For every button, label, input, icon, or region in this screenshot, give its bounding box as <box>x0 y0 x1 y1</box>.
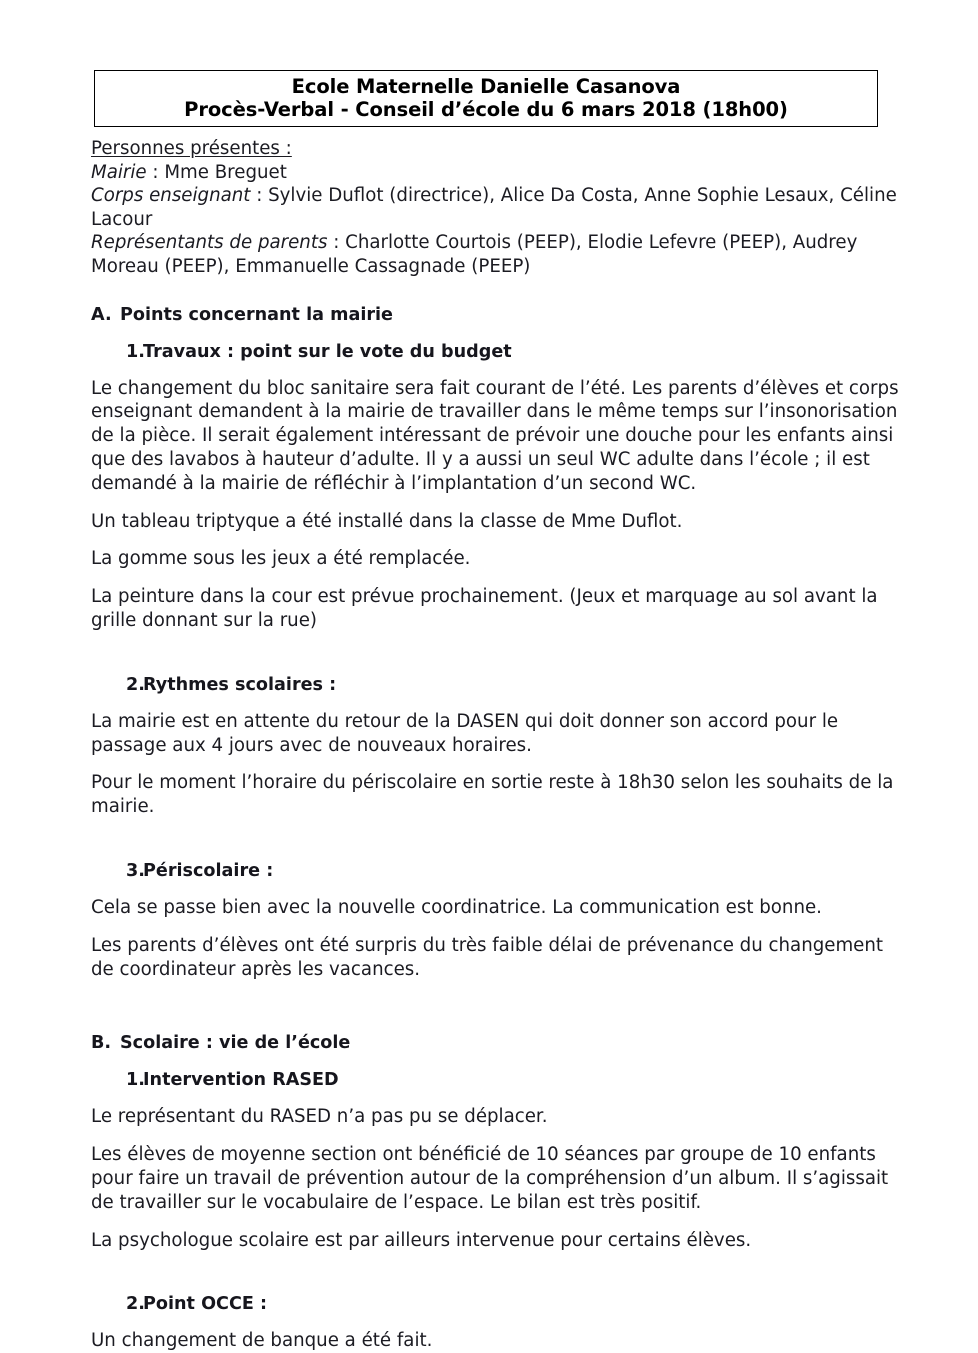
subsection-number-a3: 3. <box>126 860 145 881</box>
document-title-box <box>94 70 878 127</box>
paragraph-b1-1: Le représentant du RASED n’a pas pu se déplacer. <box>91 1106 548 1128</box>
paragraph-a1-4: La peinture dans la cour est prévue prochainement. (Jeux et marquage au sol avant la grille donnant sur la rue) <box>91 586 878 631</box>
attendee-label-mairie: Mairie <box>91 161 147 183</box>
subsection-number-b1: 1. <box>126 1070 145 1091</box>
attendees-heading: Personnes présentes : <box>91 138 292 159</box>
section-heading-b <box>91 1032 907 1054</box>
attendees-block <box>91 137 907 279</box>
subsection-heading-b2 <box>126 1293 907 1315</box>
attendee-label-representants-parents: Représentants de parents <box>91 232 328 254</box>
title-line-school: Ecole Maternelle Danielle Casanova <box>291 75 681 98</box>
section-letter-b: B. <box>91 1033 112 1054</box>
spacer-after-b1 <box>91 1252 907 1278</box>
document-body <box>91 137 907 1353</box>
attendee-row-representants-parents <box>91 231 907 278</box>
subsection-label-a2: Rythmes scolaires : <box>143 674 337 695</box>
title-line-subject: Procès-Verbal - Conseil d’école du 6 mars 2018 (18h00) <box>184 98 788 121</box>
subsection-label-a1: Travaux : point sur le vote du budget <box>143 341 512 362</box>
attendee-row-mairie <box>91 161 907 185</box>
subsection-label-a3: Périscolaire : <box>143 860 274 881</box>
attendee-sep-representants-parents: : <box>327 232 346 254</box>
spacer-after-a1 <box>91 633 907 659</box>
paragraph-a3-1: Cela se passe bien avec la nouvelle coordinatrice. La communication est bonne. <box>91 896 822 918</box>
attendee-sep-mairie: : <box>146 161 165 183</box>
paragraph-b1-3: La psychologue scolaire est par ailleurs intervenue pour certains élèves. <box>91 1229 752 1251</box>
subsection-label-b1: Intervention RASED <box>143 1070 339 1091</box>
attendee-sep-corps-enseignant: : <box>250 185 269 207</box>
paragraph-a3-2: Les parents d’élèves ont été surpris du très faible délai de prévenance du changement de coordinateur après les vacances. <box>91 934 884 980</box>
spacer-before-b <box>91 981 907 1007</box>
attendee-value-corps-enseignant: Sylvie Duflot (directrice), Alice Da Costa, Anne Sophie Lesaux, Céline Lacour <box>91 185 897 230</box>
attendee-value-representants-parents: Charlotte Courtois (PEEP), Elodie Lefevre (PEEP), Audrey Moreau (PEEP), Emmanuelle Cassagnade (PEEP) <box>91 232 858 277</box>
spacer-after-a2 <box>91 819 907 845</box>
section-label-a: Points concernant la mairie <box>120 304 393 325</box>
paragraph-a1-1: Le changement du bloc sanitaire sera fait courant de l’été. Les parents d’élèves et corps enseignant demandent à la mairie de travailler dans le même temps sur l’insonorisation de la pièce. Il serait également intéressant de prévoir une douche pour les enfants ainsi que des lavabos à hauteur d’adulte. Il y a aussi un seul WC adulte dans l’école ; il est demandé à la mairie de réfléchir à l’implantation d’un second WC. <box>91 377 899 494</box>
paragraph-a1-2: Un tableau triptyque a été installé dans la classe de Mme Duflot. <box>91 510 683 532</box>
section-heading-a <box>91 304 907 326</box>
section-label-b: Scolaire : vie de l’école <box>120 1033 351 1054</box>
attendee-label-corps-enseignant: Corps enseignant <box>91 185 251 207</box>
subsection-number-a1: 1. <box>126 341 145 362</box>
paragraph-a2-1: La mairie est en attente du retour de la DASEN qui doit donner son accord pour le passage aux 4 jours avec de nouveaux horaires. <box>91 710 839 756</box>
section-letter-a: A. <box>91 304 112 325</box>
attendee-value-mairie: Mme Breguet <box>164 161 287 183</box>
subsection-heading-a3 <box>126 860 907 882</box>
paragraph-b1-2: Les élèves de moyenne section ont bénéficié de 10 séances par groupe de 10 enfants pour faire un travail de prévention autour de la compréhension d’un album. Il s’agissait de travailler sur le vocabulaire de l’espace. Le bilan est très positif. <box>91 1144 889 1213</box>
paragraph-a1-3: La gomme sous les jeux a été remplacée. <box>91 548 471 570</box>
subsection-number-b2: 2. <box>126 1294 145 1315</box>
subsection-number-a2: 2. <box>126 674 145 695</box>
attendee-row-corps-enseignant <box>91 184 907 231</box>
subsection-heading-b1 <box>126 1069 907 1091</box>
subsection-label-b2: Point OCCE : <box>143 1294 268 1315</box>
paragraph-b2-1: Un changement de banque a été fait. <box>91 1330 433 1352</box>
paragraph-a2-2: Pour le moment l’horaire du périscolaire en sortie reste à 18h30 selon les souhaits de la mairie. <box>91 772 894 818</box>
subsection-heading-a1 <box>126 341 907 363</box>
subsection-heading-a2 <box>126 674 907 696</box>
